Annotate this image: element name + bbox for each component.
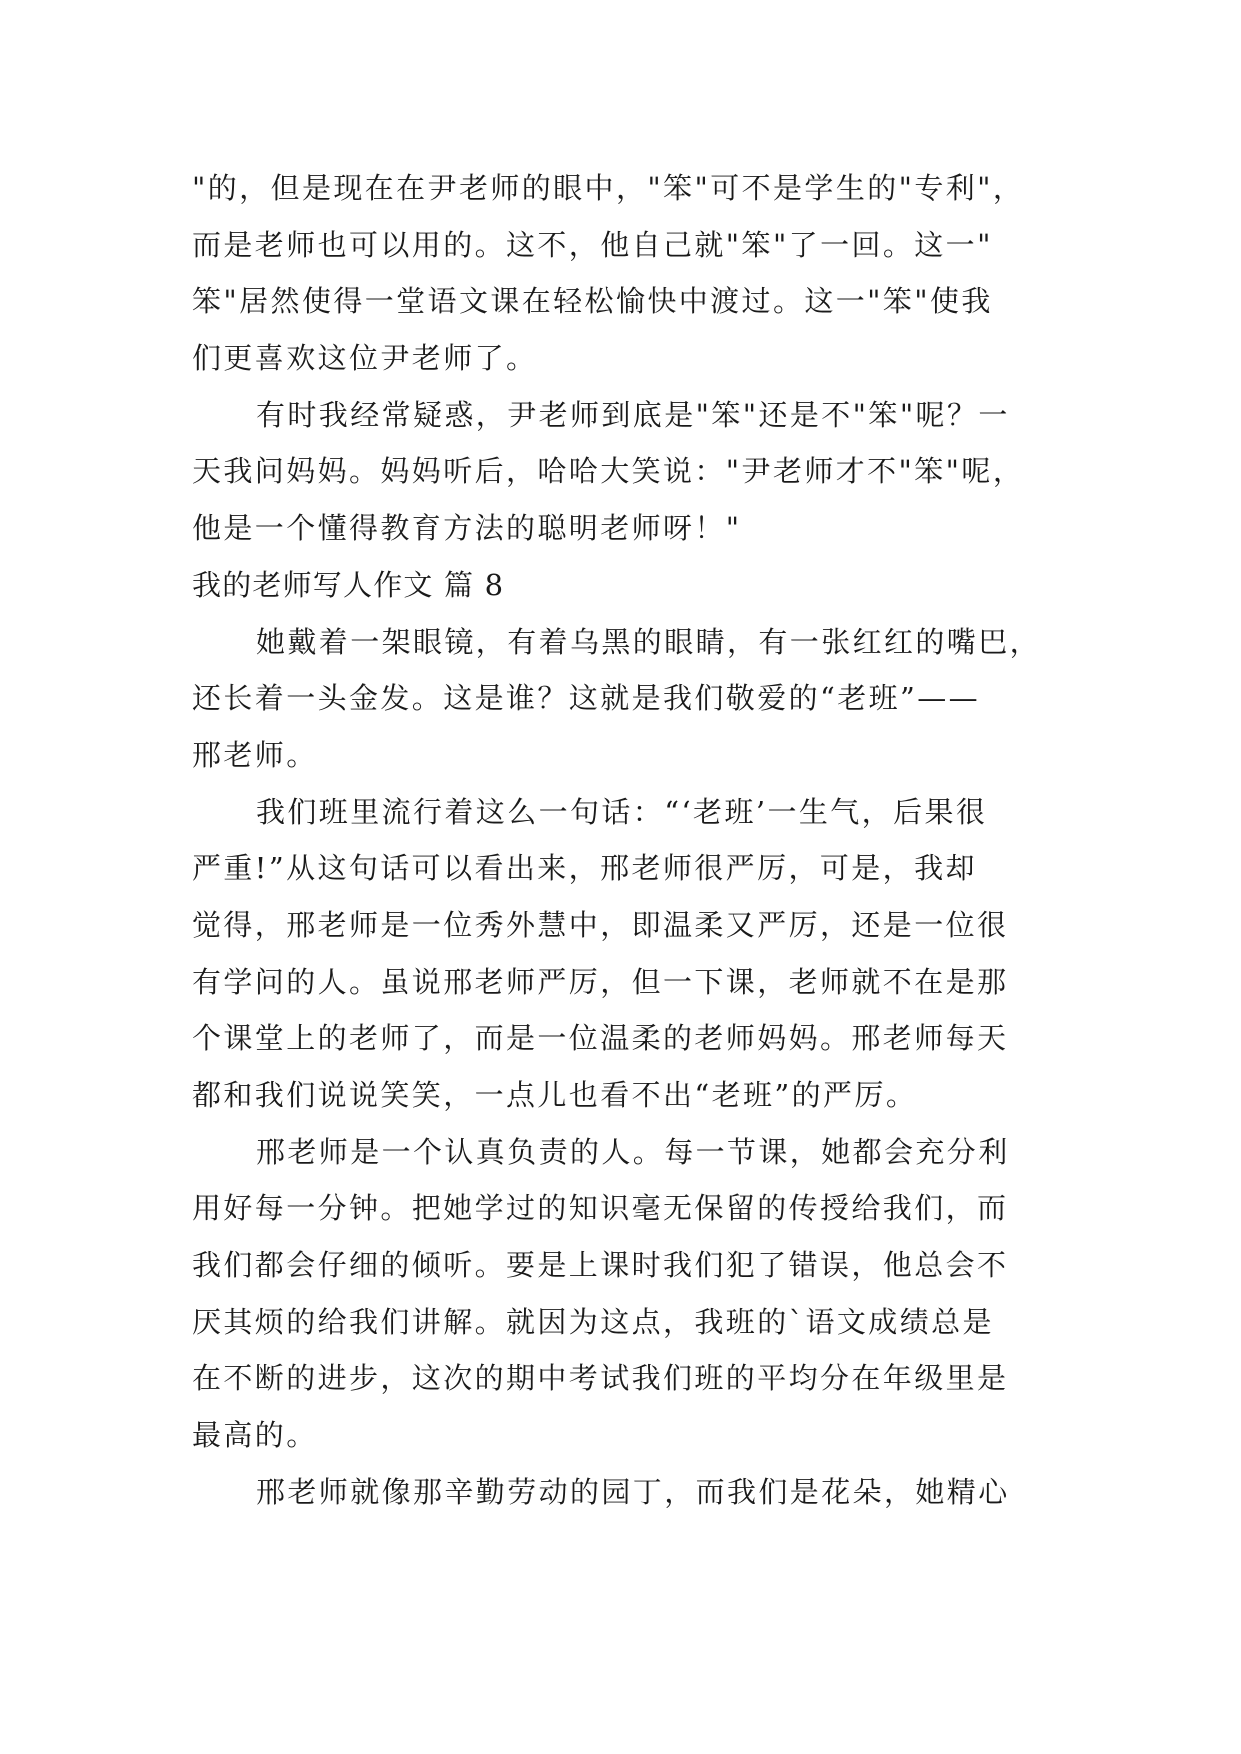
paragraph-start-line: 她戴着一架眼镜，有着乌黑的眼睛，有一张红红的嘴巴，: [256, 624, 1042, 659]
text-line: 个课堂上的老师了，而是一位温柔的老师妈妈。邢老师每天: [192, 1021, 1009, 1056]
document-page: [192, 160, 1054, 1521]
text-line: 厌其烦的给我们讲解。就因为这点，我班的`语文成绩总是: [192, 1304, 994, 1339]
paragraph-start-line: 邢老师是一个认真负责的人。每一节课，她都会充分利: [256, 1134, 1010, 1169]
text-line: 在不断的进步，这次的期中考试我们班的平均分在年级里是: [192, 1361, 1009, 1396]
text-line: 我们都会仔细的倾听。要是上课时我们犯了错误，他总会不: [192, 1248, 1009, 1283]
section-heading: 我的老师写人作文 篇 8: [192, 567, 505, 602]
text-line: 邢老师。: [192, 737, 318, 772]
text-line: "的，但是现在在尹老师的眼中，"笨"可不是学生的"专利"，: [192, 171, 1025, 205]
text-line: 还长着一头金发。这是谁？这就是我们敬爱的“老班”——: [192, 681, 981, 716]
paragraph-start-line: 邢老师就像那辛勤劳动的园丁，而我们是花朵，她精心: [256, 1474, 1010, 1509]
text-line: 有学问的人。虽说邢老师严厉，但一下课，老师就不在是那: [192, 964, 1009, 999]
text-line: 笨"居然使得一堂语文课在轻松愉快中渡过。这一"笨"使我: [192, 284, 993, 319]
text-line: 他是一个懂得教育方法的聪明老师呀！": [192, 511, 742, 546]
text-line: 们更喜欢这位尹老师了。: [192, 341, 538, 376]
text-line: 天我问妈妈。妈妈听后，哈哈大笑说："尹老师才不"笨"呢，: [192, 454, 1025, 489]
paragraph-start-line: 我们班里流行着这么一句话：“‘老班’一生气，后果很: [256, 794, 988, 829]
text-line: 最高的。: [192, 1418, 318, 1453]
paragraph-start-line: 有时我经常疑惑，尹老师到底是"笨"还是不"笨"呢？一: [256, 397, 1010, 432]
text-line: 严重!”从这句话可以看出来，邢老师很严厉，可是，我却: [192, 851, 977, 886]
text-line: 用好每一分钟。把她学过的知识毫无保留的传授给我们，而: [192, 1191, 1009, 1226]
text-line: 都和我们说说笑笑，一点儿也看不出“老班”的严厉。: [192, 1078, 918, 1112]
text-line: 而是老师也可以用的。这不，他自己就"笨"了一回。这一": [192, 227, 993, 262]
text-line: 觉得，邢老师是一位秀外慧中，即温柔又严厉，还是一位很: [192, 907, 1009, 942]
